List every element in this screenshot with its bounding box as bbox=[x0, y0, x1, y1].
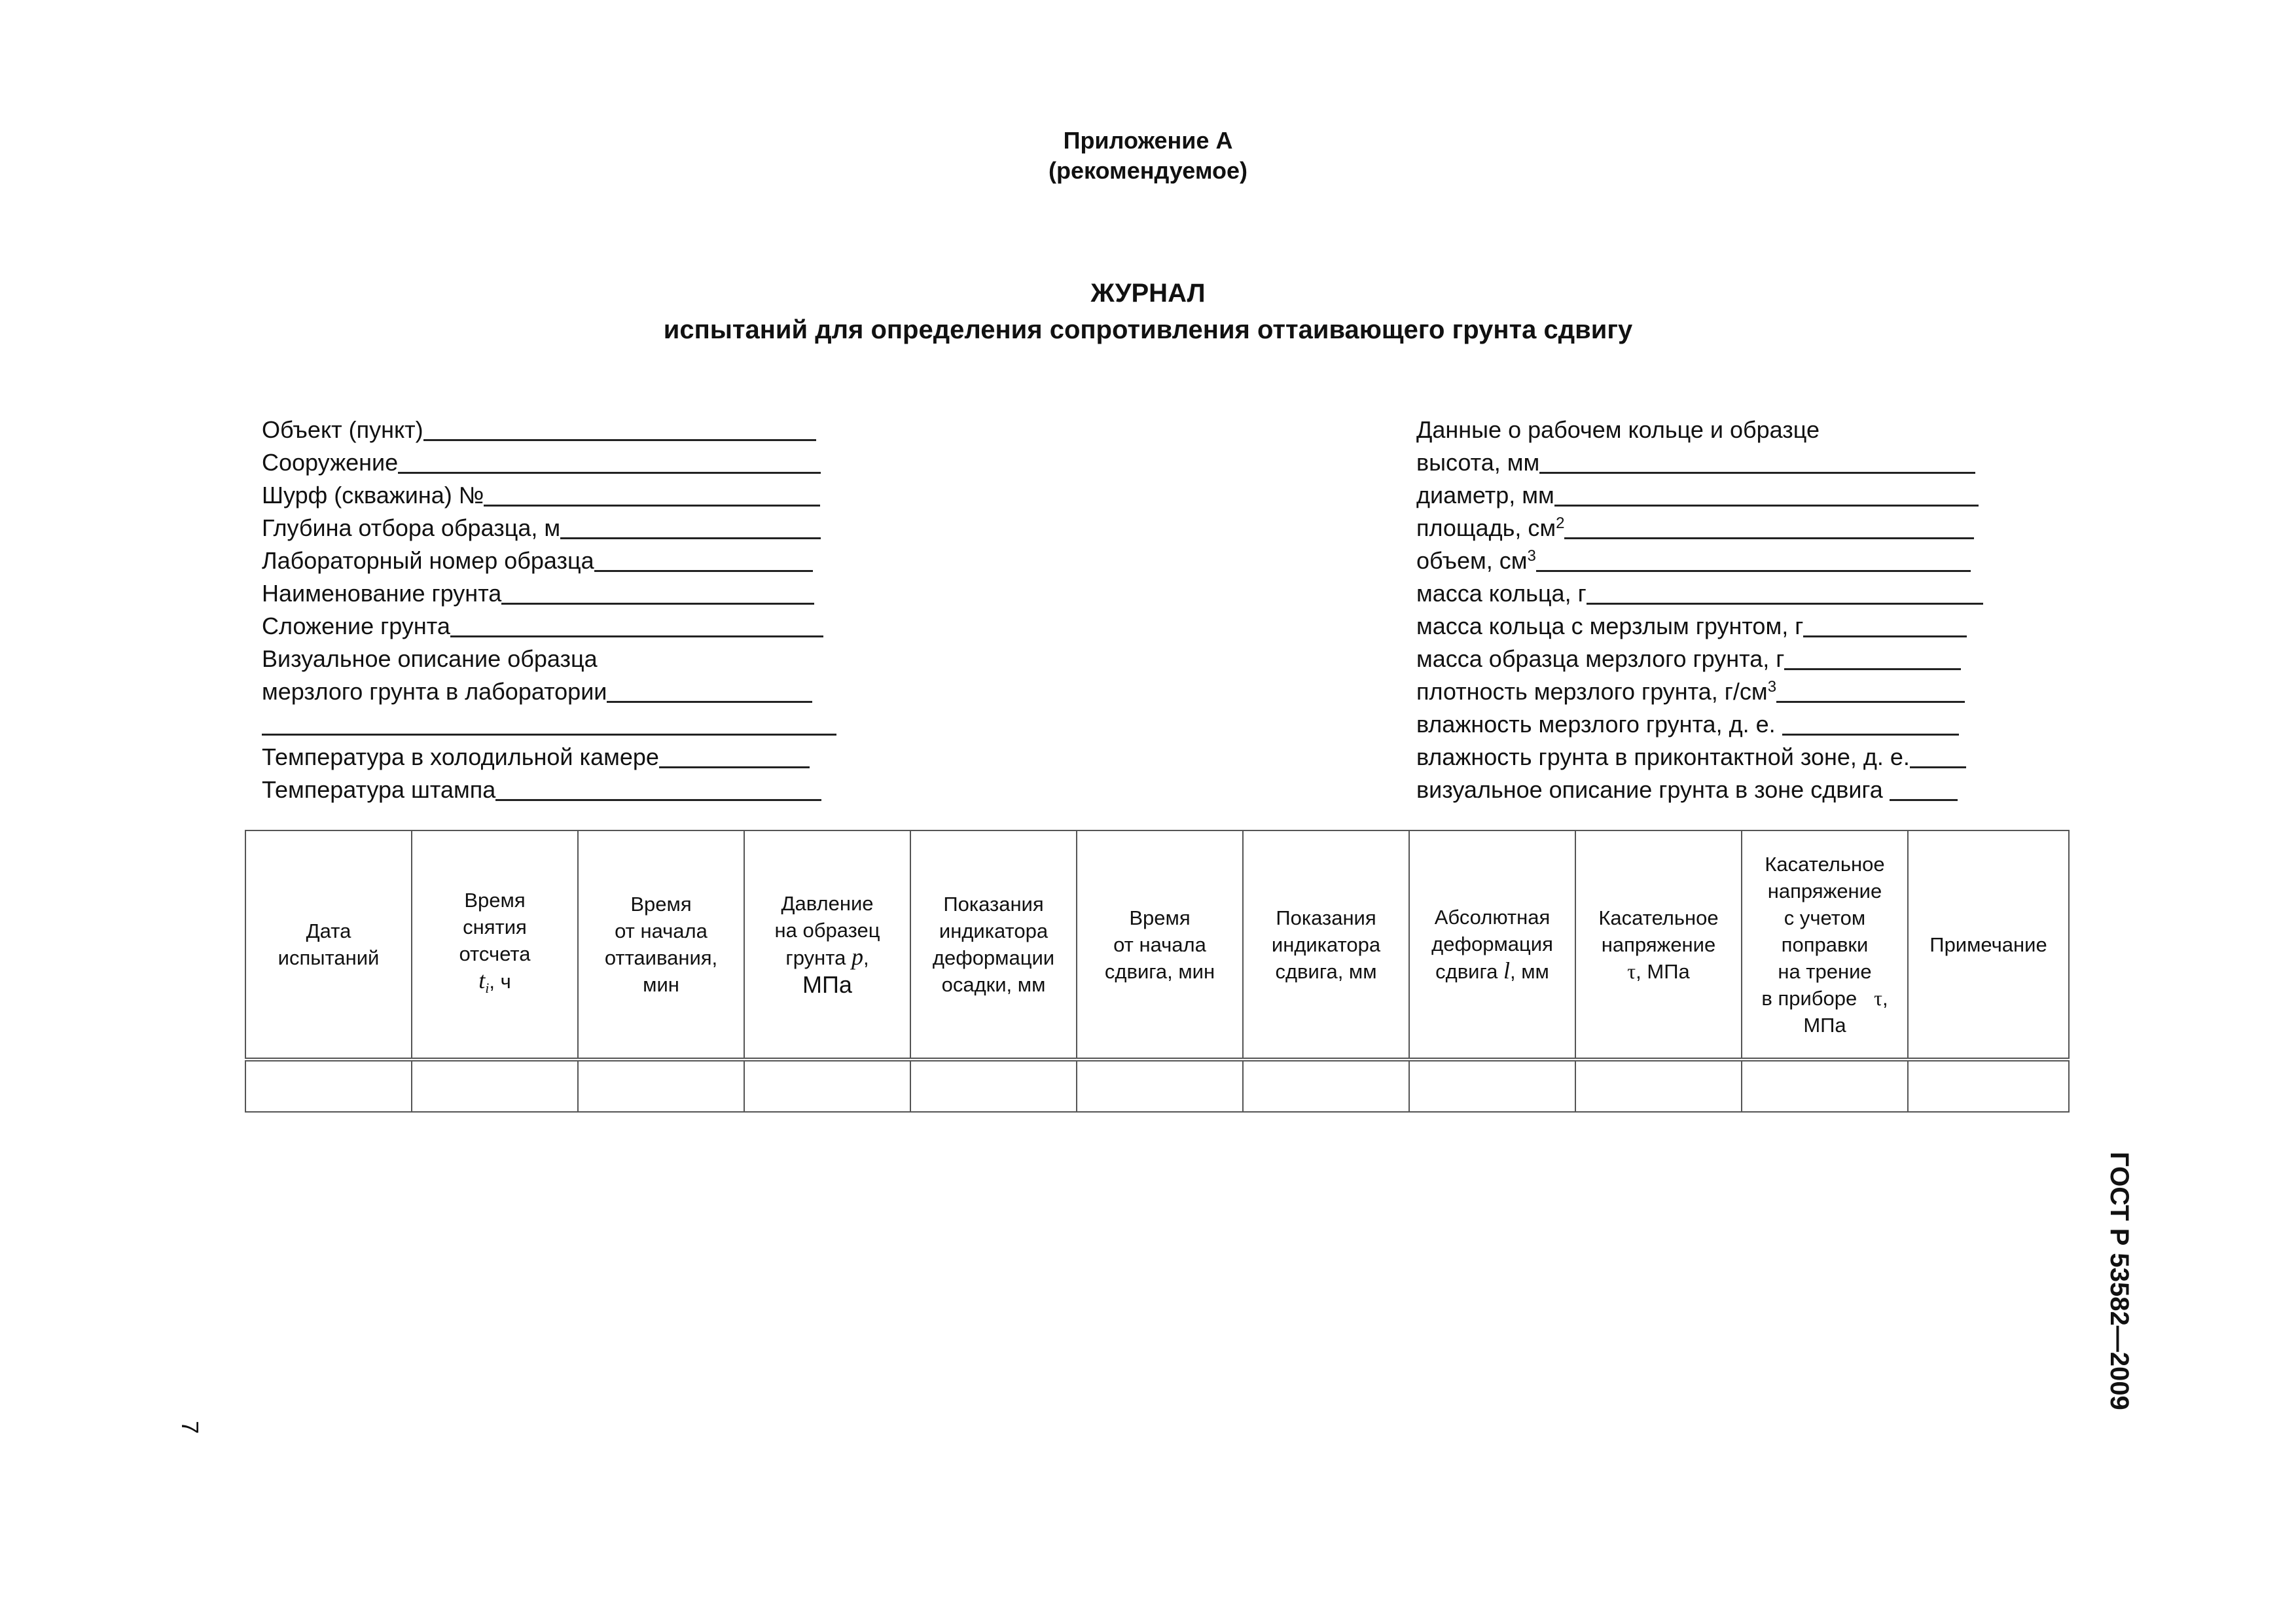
col-absolute-deformation bbox=[1409, 830, 1575, 1060]
table-cell[interactable] bbox=[744, 1060, 910, 1112]
standard-designation: ГОСТ Р 53582—2009 bbox=[2105, 1152, 2134, 1410]
field-label: влажность мерзлого грунта, д. е. bbox=[1416, 711, 1782, 738]
header-text: Показания bbox=[943, 893, 1044, 916]
fill-line[interactable] bbox=[659, 743, 810, 768]
fill-line[interactable] bbox=[423, 416, 816, 441]
field-soil-composition[interactable] bbox=[262, 607, 823, 640]
symbol: t bbox=[478, 967, 486, 994]
test-log-table bbox=[245, 830, 2070, 1113]
col-thaw-time bbox=[578, 830, 744, 1060]
col-note bbox=[1908, 830, 2069, 1060]
field-label: диаметр, мм bbox=[1416, 482, 1554, 508]
header-unit: , ч bbox=[489, 970, 511, 993]
fill-line[interactable] bbox=[501, 579, 814, 605]
symbol: l bbox=[1503, 957, 1510, 984]
field-label: Глубина отбора образца, м bbox=[262, 514, 561, 541]
field-label: масса кольца с мерзлым грунтом, г bbox=[1416, 613, 1804, 639]
header-text: снятия bbox=[463, 916, 527, 939]
fill-line[interactable] bbox=[450, 612, 823, 637]
superscript: 3 bbox=[1767, 678, 1777, 696]
table-cell[interactable] bbox=[578, 1060, 744, 1112]
header-text: Касательное bbox=[1598, 906, 1719, 929]
fill-line[interactable] bbox=[1564, 514, 1974, 539]
superscript: 2 bbox=[1556, 514, 1565, 532]
symbol: τ bbox=[1627, 959, 1636, 983]
header-text: мин bbox=[643, 973, 679, 996]
fill-line[interactable] bbox=[1539, 448, 1975, 474]
field-pit[interactable] bbox=[262, 476, 820, 509]
header-text: от начала bbox=[615, 919, 708, 942]
superscript: 3 bbox=[1527, 547, 1536, 565]
appendix-note: (рекомендуемое) bbox=[1049, 157, 1247, 184]
fill-line[interactable] bbox=[1784, 645, 1961, 670]
header-text: Время bbox=[464, 889, 526, 912]
header-text: деформация bbox=[1431, 933, 1553, 955]
field-density[interactable] bbox=[1416, 673, 1965, 705]
col-pressure bbox=[744, 830, 910, 1060]
fill-line[interactable] bbox=[1554, 481, 1979, 507]
fill-line[interactable] bbox=[484, 481, 820, 507]
section-heading: Данные о рабочем кольце и образце bbox=[1416, 416, 1820, 443]
field-moisture-contact[interactable] bbox=[1416, 738, 1966, 771]
field-label: масса образца мерзлого грунта, г bbox=[1416, 645, 1785, 672]
field-label: Сложение грунта bbox=[262, 613, 450, 639]
table-cell[interactable] bbox=[1409, 1060, 1575, 1112]
header-text: сдвига, мм bbox=[1275, 959, 1377, 983]
header-unit: МПа bbox=[1803, 1013, 1846, 1037]
fill-line[interactable] bbox=[262, 710, 836, 736]
field-stamp-temp[interactable] bbox=[262, 771, 821, 804]
header-text: индикатора bbox=[939, 919, 1049, 942]
fill-line[interactable] bbox=[607, 677, 812, 703]
field-label: масса кольца, г bbox=[1416, 580, 1587, 607]
header-text: Давление bbox=[781, 891, 874, 915]
table-cell[interactable] bbox=[412, 1060, 578, 1112]
col-settlement-indicator bbox=[910, 830, 1077, 1060]
field-visual-desc bbox=[262, 640, 598, 673]
table-row[interactable] bbox=[245, 1060, 2069, 1112]
subscript: i bbox=[485, 980, 490, 997]
field-diameter[interactable] bbox=[1416, 476, 1979, 509]
field-chamber-temp[interactable] bbox=[262, 738, 810, 771]
header-text: Дата bbox=[306, 919, 351, 942]
header-text: напряжение bbox=[1601, 933, 1716, 956]
header-text: осадки, мм bbox=[941, 973, 1046, 996]
header-text: Время bbox=[1129, 906, 1191, 929]
header-text: Абсолютная bbox=[1434, 906, 1551, 929]
table-cell[interactable] bbox=[1742, 1060, 1908, 1112]
col-reading-time bbox=[412, 830, 578, 1060]
col-shear-indicator bbox=[1243, 830, 1409, 1060]
table-cell[interactable] bbox=[1575, 1060, 1742, 1112]
field-structure[interactable] bbox=[262, 444, 821, 476]
header-text: деформации bbox=[932, 946, 1055, 969]
field-label: площадь, см bbox=[1416, 514, 1556, 541]
field-depth[interactable] bbox=[262, 509, 821, 542]
field-soil-name[interactable] bbox=[262, 575, 814, 607]
field-lab-number[interactable] bbox=[262, 542, 813, 575]
table-cell[interactable] bbox=[245, 1060, 412, 1112]
header-unit: , МПа bbox=[1636, 959, 1690, 983]
header-text: напряжение bbox=[1767, 879, 1882, 902]
header-text: , bbox=[1882, 986, 1888, 1010]
field-height[interactable] bbox=[1416, 444, 1975, 476]
symbol: τ bbox=[1874, 986, 1882, 1010]
field-label: Лабораторный номер образца bbox=[262, 547, 594, 574]
fill-line[interactable] bbox=[1910, 743, 1966, 768]
table-cell[interactable] bbox=[1243, 1060, 1409, 1112]
header-text: оттаивания, bbox=[604, 946, 718, 969]
journal-subtitle: испытаний для определения сопротивления оттаивающего грунта сдвигу bbox=[663, 315, 1633, 344]
field-label: Сооружение bbox=[262, 449, 399, 476]
field-label: Шурф (скважина) № bbox=[262, 482, 484, 508]
field-label: высота, мм bbox=[1416, 449, 1540, 476]
header-text: в приборе bbox=[1761, 986, 1857, 1010]
col-test-date bbox=[245, 830, 412, 1060]
header-text: Касательное bbox=[1765, 852, 1885, 876]
header-unit: МПа bbox=[802, 971, 852, 998]
field-label: Наименование грунта bbox=[262, 580, 502, 607]
table-cell[interactable] bbox=[1908, 1060, 2069, 1112]
journal-title: ЖУРНАЛ bbox=[1090, 279, 1206, 308]
field-moisture-frozen[interactable] bbox=[1416, 705, 1959, 738]
table-cell[interactable] bbox=[910, 1060, 1077, 1112]
fill-line[interactable] bbox=[1782, 710, 1959, 736]
header-text: Время bbox=[630, 893, 692, 916]
header-text: сдвига bbox=[1435, 960, 1503, 983]
field-label: Температура в холодильной камере bbox=[262, 743, 659, 770]
field-visual-shear-zone[interactable] bbox=[1416, 771, 1958, 804]
header-text: сдвига, мин bbox=[1104, 959, 1215, 983]
header-text: от начала bbox=[1113, 933, 1206, 956]
col-shear-time bbox=[1077, 830, 1243, 1060]
field-label: Объект (пункт) bbox=[262, 416, 423, 443]
field-label: плотность мерзлого грунта, г/см bbox=[1416, 678, 1768, 705]
header-text: с учетом bbox=[1784, 906, 1866, 929]
col-shear-stress bbox=[1575, 830, 1742, 1060]
field-label: объем, см bbox=[1416, 547, 1528, 574]
field-visual-desc-cont[interactable] bbox=[262, 673, 812, 705]
fill-line[interactable] bbox=[1890, 776, 1958, 801]
fill-line[interactable] bbox=[1536, 546, 1971, 572]
field-area[interactable] bbox=[1416, 509, 1974, 542]
fill-line[interactable] bbox=[560, 514, 821, 539]
field-ring-mass[interactable] bbox=[1416, 575, 1983, 607]
symbol: p bbox=[851, 943, 863, 970]
table-cell[interactable] bbox=[1077, 1060, 1243, 1112]
field-ring-frozen-mass[interactable] bbox=[1416, 607, 1967, 640]
header-text: на образец bbox=[774, 918, 880, 942]
fill-line[interactable] bbox=[594, 546, 813, 572]
field-sample-mass[interactable] bbox=[1416, 640, 1961, 673]
field-volume[interactable] bbox=[1416, 542, 1971, 575]
page-number: 7 bbox=[177, 1420, 204, 1435]
header-text: Показания bbox=[1276, 906, 1376, 929]
field-label: влажность грунта в приконтактной зоне, д. е. bbox=[1416, 743, 1910, 770]
header-text: Примечание bbox=[1929, 933, 2047, 956]
fill-line[interactable] bbox=[1776, 677, 1965, 703]
table-header-row bbox=[245, 830, 2069, 1060]
header-text: грунта bbox=[785, 946, 852, 969]
header-text: индикатора bbox=[1271, 933, 1381, 956]
header-text: , bbox=[863, 946, 869, 969]
field-blank-line[interactable] bbox=[262, 705, 836, 738]
fill-line[interactable] bbox=[1803, 612, 1967, 637]
header-text: испытаний bbox=[278, 946, 380, 969]
header-text: на трение bbox=[1778, 959, 1872, 983]
field-label: Визуальное описание образца bbox=[262, 645, 598, 672]
ring-data-heading bbox=[1416, 411, 1820, 444]
field-label: мерзлого грунта в лаборатории bbox=[262, 678, 607, 705]
field-label: визуальное описание грунта в зоне сдвига bbox=[1416, 776, 1890, 803]
fill-line[interactable] bbox=[495, 776, 821, 801]
header-text: поправки bbox=[1781, 933, 1869, 956]
header-text: отсчета bbox=[459, 942, 531, 966]
field-object[interactable] bbox=[262, 411, 816, 444]
col-corrected-shear-stress bbox=[1742, 830, 1908, 1060]
appendix-title: Приложение А bbox=[1063, 127, 1233, 154]
fill-line[interactable] bbox=[398, 448, 821, 474]
fill-line[interactable] bbox=[1587, 579, 1983, 605]
field-label: Температура штампа bbox=[262, 776, 496, 803]
header-unit: , мм bbox=[1510, 960, 1549, 983]
